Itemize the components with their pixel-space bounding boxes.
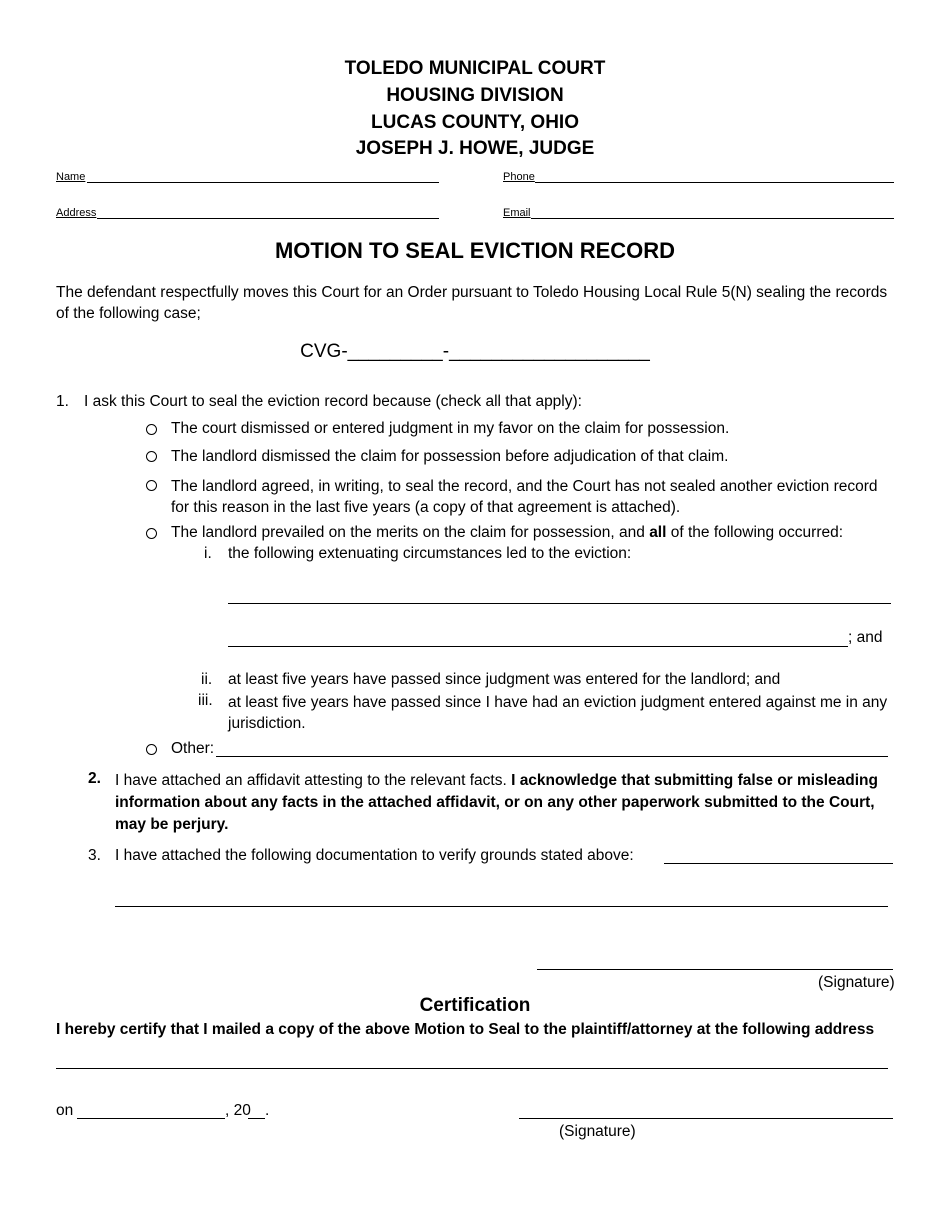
document-title: MOTION TO SEAL EVICTION RECORD [274,238,676,263]
certification-text: I hereby certify that I mailed a copy of the above Motion to Seal to the plaintiff/attorney at the following address [56,1021,875,1038]
email-field[interactable] [531,218,894,219]
date-field[interactable] [77,1118,225,1119]
plaintiff-address-field[interactable] [56,1068,888,1069]
item1-number: 1. [56,393,69,410]
option2-radio[interactable] [146,451,157,462]
option3-text: The landlord agreed, in writing, to seal the record, and the Court has not sealed another eviction record for this reason in the last five years (a copy of that agreement is attached). [171,478,878,516]
case-number[interactable]: CVG-_________-___________________ [300,341,650,362]
sub-ii-text: at least five years have passed since judgment was entered for the landlord; and [228,671,781,688]
phone-field[interactable] [535,182,894,183]
sub-iii-number: iii. [198,692,213,709]
signature-label-2: (Signature) [559,1123,636,1140]
intro-paragraph: The defendant respectfully moves this Court for an Order pursuant to Toledo Housing Local Rule 5(N) sealing the records of the following case; [56,284,888,322]
name-label: Name [56,171,86,183]
court-division: HOUSING DIVISION [386,85,564,106]
signature-line-1[interactable] [537,969,893,970]
year-suffix: . [265,1102,270,1119]
year-field[interactable] [248,1118,265,1119]
court-county: LUCAS COUNTY, OHIO [371,112,579,133]
address-field[interactable] [97,218,439,219]
sub-i-number: i. [204,545,212,562]
item3-text: I have attached the following documentation to verify grounds stated above: [115,847,634,864]
certification-title: Certification [419,995,531,1016]
other-radio[interactable] [146,744,157,755]
item3-number: 3. [88,847,101,864]
option4-radio[interactable] [146,528,157,539]
item1-text: I ask this Court to seal the eviction record because (check all that apply): [84,393,582,410]
option2-text: The landlord dismissed the claim for possession before adjudication of that claim. [171,448,729,465]
documentation-field-1[interactable] [664,863,893,864]
documentation-field-2[interactable] [115,906,888,907]
and-text: ; and [848,629,883,646]
sub-i-text: the following extenuating circumstances led to the eviction: [228,545,632,562]
year-prefix: , 20 [225,1102,251,1119]
phone-label: Phone [503,171,535,183]
option1-radio[interactable] [146,424,157,435]
court-name: TOLEDO MUNICIPAL COURT [344,58,606,79]
option3-radio[interactable] [146,480,157,491]
court-judge: JOSEPH J. HOWE, JUDGE [355,138,595,159]
sub-ii-number: ii. [201,671,213,688]
other-label: Other: [171,740,215,757]
option1-text: The court dismissed or entered judgment in my favor on the claim for possession. [171,420,730,437]
option4-text: The landlord prevailed on the merits on the claim for possession, and all of the following occurred: [171,524,844,541]
signature-label-1: (Signature) [818,974,895,991]
sub-iii-text: at least five years have passed since I have had an eviction judgment entered against me in any jurisdiction. [228,694,888,732]
circumstances-line-1[interactable] [228,603,891,604]
signature-line-2[interactable] [519,1118,893,1119]
on-label: on [56,1102,74,1119]
item2-text: I have attached an affidavit attesting to the relevant facts. I acknowledge that submitting false or misleading information about any facts in the attached affidavit, or on any other paperwork submitted to the Court, may be perjury. [115,772,878,833]
circumstances-line-2[interactable] [228,646,848,647]
address-label: Address [56,207,97,219]
item2-number: 2. [88,770,101,787]
other-field[interactable] [216,756,888,757]
email-label: Email [503,207,531,219]
name-field[interactable] [87,182,439,183]
